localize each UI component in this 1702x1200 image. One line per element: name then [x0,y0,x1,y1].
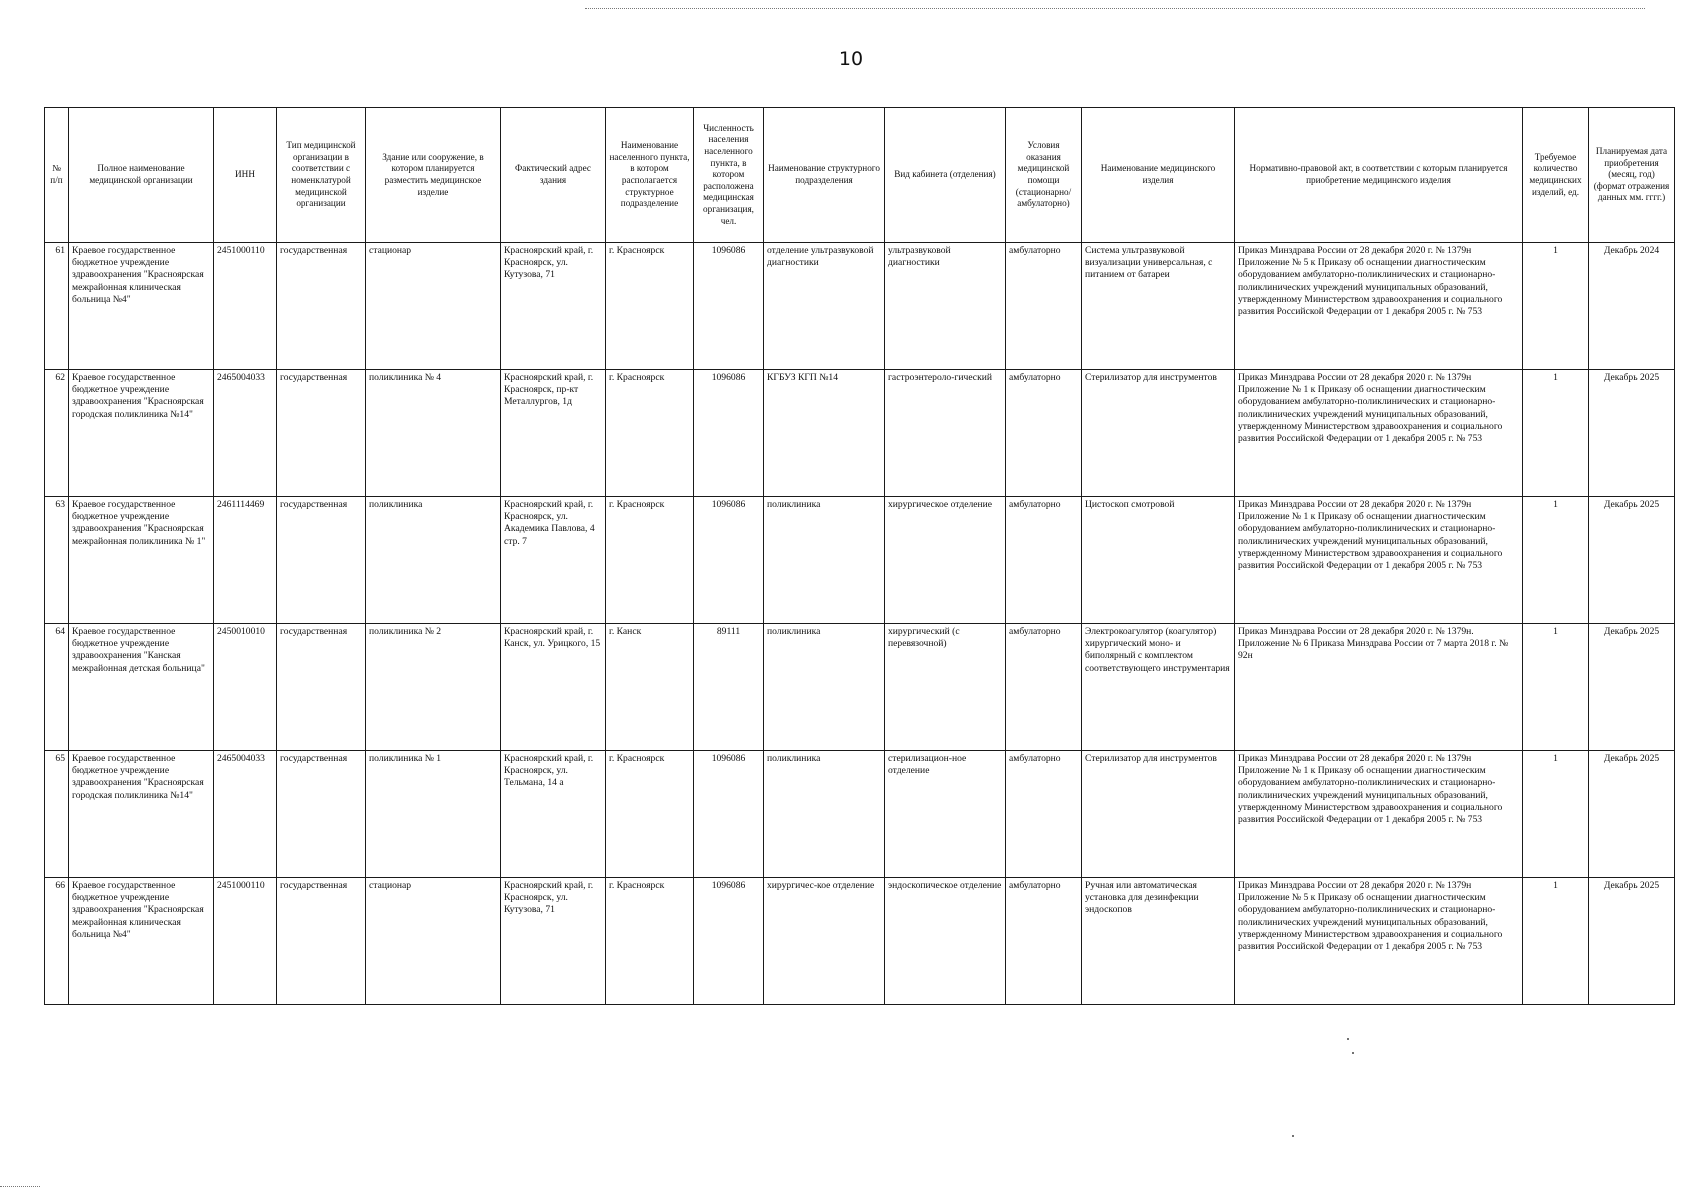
cell-device: Электрокоагулятор (коагулятор) хирургический моно- и биполярный с комплектом соответствующего инструментария [1082,624,1235,751]
cell-population: 1096086 [694,751,764,878]
cell-population: 1096086 [694,497,764,624]
scan-dot [1352,1052,1354,1054]
scan-artifact-top [585,8,1645,9]
cell-building: поликлиника № 4 [366,370,501,497]
cell-unit: поликлиника [764,624,885,751]
cell-conditions: амбулаторно [1006,243,1082,370]
cell-type: государственная [277,878,366,1005]
cell-population: 1096086 [694,878,764,1005]
cell-type: государственная [277,370,366,497]
cell-type: государственная [277,624,366,751]
header-cell-inn: ИНН [214,108,277,243]
page-number: 10 [838,48,864,70]
table-row [45,243,1675,370]
equipment-table [44,107,1675,1005]
cell-conditions: амбулаторно [1006,370,1082,497]
table-row [45,878,1675,1005]
cell-unit: поликлиника [764,497,885,624]
cell-num: 62 [45,370,69,497]
cell-population: 89111 [694,624,764,751]
cell-conditions: амбулаторно [1006,497,1082,624]
header-cell-conditions: Условия оказания медицинской помощи (стационарно/ амбулаторно) [1006,108,1082,243]
cell-building: поликлиника [366,497,501,624]
cell-qty: 1 [1523,370,1589,497]
cell-cabinet: ультразвуковой диагностики [885,243,1006,370]
header-cell-city: Наименование населенного пункта, в котором располагается структурное подразделение [606,108,694,243]
cell-inn: 2461114469 [214,497,277,624]
scan-artifact-bottom-left [0,1186,40,1187]
header-cell-org: Полное наименование медицинской организации [69,108,214,243]
cell-address: Красноярский край, г. Красноярск, ул. Тельмана, 14 а [501,751,606,878]
header-cell-building: Здание или сооружение, в котором планируется разместить медицинское изделие [366,108,501,243]
cell-unit: поликлиника [764,751,885,878]
cell-num: 66 [45,878,69,1005]
cell-conditions: амбулаторно [1006,624,1082,751]
cell-address: Красноярский край, г. Красноярск, ул. Кутузова, 71 [501,878,606,1005]
cell-conditions: амбулаторно [1006,878,1082,1005]
cell-unit: отделение ультразвуковой диагностики [764,243,885,370]
header-cell-population: Численность населения населенного пункта, в котором расположена медицинская организация, чел. [694,108,764,243]
cell-city: г. Канск [606,624,694,751]
cell-type: государственная [277,497,366,624]
header-cell-qty: Требуемое количество медицинских изделий, ед. [1523,108,1589,243]
table-row [45,370,1675,497]
cell-address: Красноярский край, г. Красноярск, ул. Академика Павлова, 4 стр. 7 [501,497,606,624]
cell-city: г. Красноярск [606,497,694,624]
cell-act: Приказ Минздрава России от 28 декабря 2020 г. № 1379н Приложение № 1 к Приказу об оснащении диагностическим оборудованием амбулаторно-поликлинических и стационарно-поликлинических учреждений муниципальных образований, утвержденному Министерством здравоохранения и социального развития Российской Федерации от 1 декабря 2005 г. № 753 [1235,370,1523,497]
cell-act: Приказ Минздрава России от 28 декабря 2020 г. № 1379н Приложение № 1 к Приказу об оснащении диагностическим оборудованием амбулаторно-поликлинических и стационарно-поликлинических учреждений муниципальных образований, утвержденному Министерством здравоохранения и социального развития Российской Федерации от 1 декабря 2005 г. № 753 [1235,751,1523,878]
cell-city: г. Красноярск [606,370,694,497]
header-cell-cabinet: Вид кабинета (отделения) [885,108,1006,243]
header-cell-act: Нормативно-правовой акт, в соответствии с которым планируется приобретение медицинского изделия [1235,108,1523,243]
cell-org: Краевое государственное бюджетное учреждение здравоохранения "Красноярская межрайонная клиническая больница №4" [69,243,214,370]
cell-device: Цистоскоп смотровой [1082,497,1235,624]
cell-cabinet: гастроэнтероло-гический [885,370,1006,497]
cell-building: стационар [366,243,501,370]
cell-qty: 1 [1523,751,1589,878]
cell-date: Декабрь 2025 [1589,751,1675,878]
cell-building: поликлиника № 1 [366,751,501,878]
cell-org: Краевое государственное бюджетное учреждение здравоохранения "Красноярская межрайонная поликлиника № 1" [69,497,214,624]
cell-qty: 1 [1523,878,1589,1005]
cell-qty: 1 [1523,624,1589,751]
cell-org: Краевое государственное бюджетное учреждение здравоохранения "Красноярская городская поликлиника №14" [69,751,214,878]
cell-type: государственная [277,243,366,370]
cell-num: 61 [45,243,69,370]
cell-inn: 2451000110 [214,243,277,370]
cell-cabinet: хирургическое отделение [885,497,1006,624]
header-cell-date: Планируемая дата приобретения (месяц, год) (формат отражения данных мм. гггг.) [1589,108,1675,243]
cell-qty: 1 [1523,497,1589,624]
cell-address: Красноярский край, г. Красноярск, пр-кт Металлургов, 1д [501,370,606,497]
cell-address: Красноярский край, г. Красноярск, ул. Кутузова, 71 [501,243,606,370]
table-header-row [45,108,1675,243]
cell-population: 1096086 [694,370,764,497]
cell-num: 64 [45,624,69,751]
header-cell-unit: Наименование структурного подразделения [764,108,885,243]
cell-inn: 2465004033 [214,751,277,878]
cell-cabinet: хирургический (с перевязочной) [885,624,1006,751]
cell-cabinet: эндоскопическое отделение [885,878,1006,1005]
cell-unit: КГБУЗ КГП №14 [764,370,885,497]
cell-org: Краевое государственное бюджетное учреждение здравоохранения "Канская межрайонная детская больница" [69,624,214,751]
cell-building: поликлиника № 2 [366,624,501,751]
cell-num: 65 [45,751,69,878]
cell-building: стационар [366,878,501,1005]
header-cell-num: № п/п [45,108,69,243]
cell-org: Краевое государственное бюджетное учреждение здравоохранения "Красноярская городская поликлиника №14" [69,370,214,497]
cell-unit: хирургичес-кое отделение [764,878,885,1005]
cell-device: Ручная или автоматическая установка для дезинфекции эндоскопов [1082,878,1235,1005]
header-cell-type: Тип медицинской организации в соответствии с номенклатурой медицинской организации [277,108,366,243]
cell-inn: 2450010010 [214,624,277,751]
cell-act: Приказ Минздрава России от 28 декабря 2020 г. № 1379н Приложение № 5 к Приказу об оснащении диагностическим оборудованием амбулаторно-поликлинических и стационарно-поликлинических учреждений муниципальных образований, утвержденному Министерством здравоохранения и социального развития Российской Федерации от 1 декабря 2005 г. № 753 [1235,243,1523,370]
cell-city: г. Красноярск [606,878,694,1005]
table-row [45,624,1675,751]
cell-address: Красноярский край, г. Канск, ул. Урицкого, 15 [501,624,606,751]
cell-act: Приказ Минздрава России от 28 декабря 2020 г. № 1379н Приложение № 1 к Приказу об оснащении диагностическим оборудованием амбулаторно-поликлинических и стационарно-поликлинических учреждений муниципальных образований, утвержденному Министерством здравоохранения и социального развития Российской Федерации от 1 декабря 2005 г. № 753 [1235,497,1523,624]
cell-org: Краевое государственное бюджетное учреждение здравоохранения "Красноярская межрайонная клиническая больница №4" [69,878,214,1005]
header-cell-address: Фактический адрес здания [501,108,606,243]
table-row [45,751,1675,878]
cell-date: Декабрь 2025 [1589,497,1675,624]
cell-device: Система ультразвуковой визуализации универсальная, с питанием от батареи [1082,243,1235,370]
cell-date: Декабрь 2025 [1589,370,1675,497]
cell-num: 63 [45,497,69,624]
cell-device: Стерилизатор для инструментов [1082,751,1235,878]
scan-dot [1292,1135,1294,1137]
cell-conditions: амбулаторно [1006,751,1082,878]
cell-device: Стерилизатор для инструментов [1082,370,1235,497]
cell-population: 1096086 [694,243,764,370]
cell-date: Декабрь 2025 [1589,624,1675,751]
cell-inn: 2465004033 [214,370,277,497]
header-cell-device: Наименование медицинского изделия [1082,108,1235,243]
scan-dot [1347,1038,1349,1040]
cell-act: Приказ Минздрава России от 28 декабря 2020 г. № 1379н. Приложение № 6 Приказа Минздрава России от 7 марта 2018 г. № 92н [1235,624,1523,751]
cell-cabinet: стерилизацион-ное отделение [885,751,1006,878]
cell-date: Декабрь 2025 [1589,878,1675,1005]
cell-qty: 1 [1523,243,1589,370]
cell-date: Декабрь 2024 [1589,243,1675,370]
cell-city: г. Красноярск [606,751,694,878]
cell-inn: 2451000110 [214,878,277,1005]
cell-act: Приказ Минздрава России от 28 декабря 2020 г. № 1379н Приложение № 5 к Приказу об оснащении диагностическим оборудованием амбулаторно-поликлинических и стационарно-поликлинических учреждений муниципальных образований, утвержденному Министерством здравоохранения и социального развития Российской Федерации от 1 декабря 2005 г. № 753 [1235,878,1523,1005]
cell-city: г. Красноярск [606,243,694,370]
table-row [45,497,1675,624]
cell-type: государственная [277,751,366,878]
